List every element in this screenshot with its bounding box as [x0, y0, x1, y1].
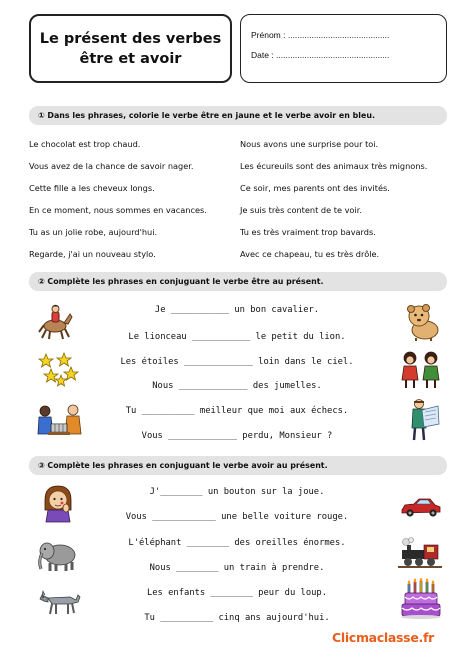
wolf-icon [38, 588, 82, 616]
s3-sentence: J'________ un bouton sur la joue. [149, 487, 325, 497]
s2-sentence: Le lionceau ___________ le petit du lion. [128, 332, 346, 342]
title-box [29, 14, 232, 83]
girl-pimple-icon [40, 484, 76, 524]
s1-left-sentence: En ce moment, nous sommes en vacances. [29, 205, 207, 215]
horse-rider-icon [37, 302, 73, 340]
name-date-box [240, 14, 447, 83]
red-car-icon [400, 495, 442, 519]
s1-left-sentence: Vous avez de la chance de savoir nager. [29, 161, 194, 171]
s3-sentence: Les enfants ________ peur du loup. [146, 588, 328, 598]
s2-sentence: Les étoiles _____________ loin dans le ciel. [120, 357, 354, 367]
s1-right-sentence: Les écureuils sont des animaux très mignons. [240, 161, 428, 171]
steam-train-icon [398, 537, 442, 569]
elephant-icon [36, 537, 80, 573]
section-1-instruction: ① Dans les phrases, colorie le verbe être en jaune et le verbe avoir en bleu. [29, 106, 447, 125]
s2-sentence: Tu __________ meilleur que moi aux échecs. [125, 406, 349, 416]
s1-right-sentence: Ce soir, mes parents ont des invités. [240, 183, 390, 193]
s1-right-sentence: Je suis très content de te voir. [240, 205, 362, 215]
s3-sentence: Nous ________ un train à prendre. [149, 563, 325, 573]
s1-right-sentence: Tu es très vraiment trop bavards. [240, 227, 376, 237]
title-line-1: Le présent des verbes [39, 30, 222, 47]
chess-players-icon [36, 402, 82, 442]
birthday-cake-icon [400, 578, 442, 620]
s1-right-sentence: Avec ce chapeau, tu es très drôle. [240, 249, 380, 259]
twin-girls-icon [398, 350, 444, 390]
prenom-field[interactable]: Prénom : ........................................... [251, 30, 390, 40]
s1-left-sentence: Tu as un jolie robe, aujourd'hui. [29, 227, 158, 237]
s3-sentence: Tu __________ cinq ans aujourd'hui. [144, 613, 330, 623]
s1-right-sentence: Nous avons une surprise pour toi. [240, 139, 379, 149]
s2-sentence: Nous _____________ des jumelles. [152, 381, 322, 391]
date-field[interactable]: Date : ................................................ [251, 50, 390, 60]
title-line-2: être et avoir [79, 50, 182, 67]
s1-left-sentence: Regarde, j'ai un nouveau stylo. [29, 249, 156, 259]
s3-sentence: Vous ____________ une belle voiture rouge. [125, 512, 349, 522]
s2-sentence: Je ___________ un bon cavalier. [154, 305, 320, 315]
section-3-instruction: ③ Complète les phrases en conjuguant le verbe avoir au présent. [29, 456, 447, 475]
s3-sentence: L'éléphant ________ des oreilles énormes. [128, 538, 346, 548]
s1-left-sentence: Le chocolat est trop chaud. [29, 139, 141, 149]
brand-logo[interactable]: Clicmaclasse.fr [332, 630, 434, 645]
lost-man-map-icon [408, 398, 440, 442]
s1-left-sentence: Cette fille a les cheveux longs. [29, 183, 155, 193]
stars-icon [38, 352, 80, 388]
section-2-instruction: ② Complète les phrases en conjuguant le verbe être au présent. [29, 272, 447, 291]
lion-cub-icon [405, 302, 441, 342]
s2-sentence: Vous _____________ perdu, Monsieur ? [141, 431, 333, 441]
